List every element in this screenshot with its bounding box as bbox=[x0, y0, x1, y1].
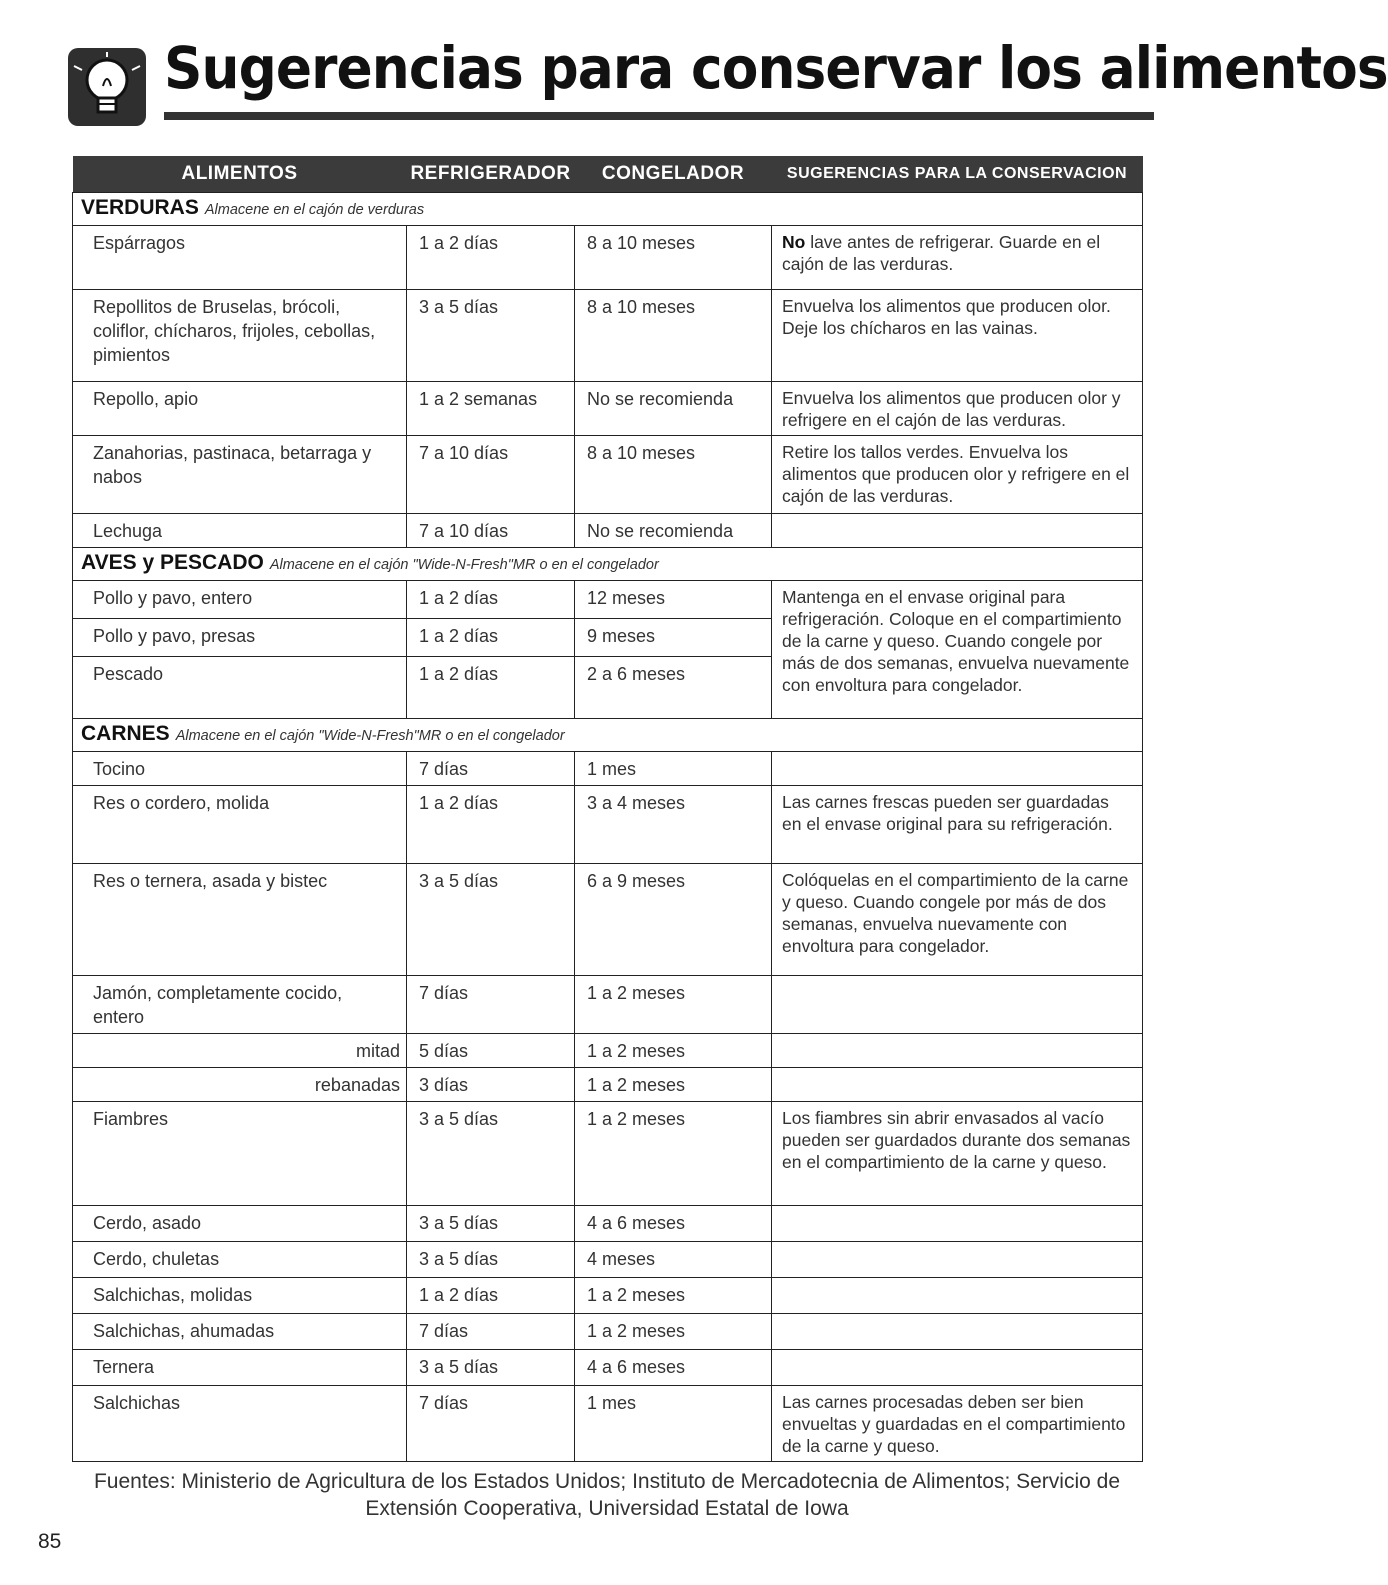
tip-cell: Envuelva los alimentos que producen olor y refrigere en el cajón de las verduras. bbox=[772, 382, 1143, 436]
fridge-cell: 7 días bbox=[407, 976, 575, 1034]
freezer-cell: 4 a 6 meses bbox=[575, 1350, 772, 1386]
fridge-cell: 3 a 5 días bbox=[407, 1242, 575, 1278]
fridge-cell: 1 a 2 semanas bbox=[407, 382, 575, 436]
table-row bbox=[73, 1206, 1143, 1242]
title-underline bbox=[164, 112, 1154, 120]
section-row-carnes bbox=[73, 719, 1143, 752]
section-title: CARNES bbox=[81, 722, 170, 745]
tip-cell bbox=[772, 1350, 1143, 1386]
food-cell: Salchichas bbox=[73, 1386, 407, 1462]
sources-footnote: Fuentes: Ministerio de Agricultura de los Estados Unidos; Instituto de Mercadotecnia de Alimentos; Servicio de Extensión Cooperativa, Universidad Estatal de Iowa bbox=[93, 1470, 1121, 1520]
tip-emphasis: No bbox=[782, 232, 806, 252]
food-cell: Pollo y pavo, entero bbox=[73, 581, 407, 619]
fridge-cell: 5 días bbox=[407, 1034, 575, 1068]
tip-cell bbox=[772, 1314, 1143, 1350]
tip-cell bbox=[772, 1206, 1143, 1242]
page-title: Sugerencias para conservar los alimentos bbox=[164, 34, 1388, 102]
fridge-cell: 3 a 5 días bbox=[407, 1206, 575, 1242]
food-cell: Res o ternera, asada y bistec bbox=[73, 864, 407, 976]
table-row bbox=[73, 976, 1143, 1034]
section-note: Almacene en el cajón "Wide-N-Fresh"MR o en el congelador bbox=[175, 728, 565, 744]
freezer-cell: 1 a 2 meses bbox=[575, 1278, 772, 1314]
section-row-aves bbox=[73, 548, 1143, 581]
header-foods: ALIMENTOS bbox=[73, 156, 407, 193]
food-cell: Salchichas, molidas bbox=[73, 1278, 407, 1314]
freezer-cell: 8 a 10 meses bbox=[575, 226, 772, 290]
table-row bbox=[73, 382, 1143, 436]
section-title: AVES y PESCADO bbox=[81, 551, 264, 574]
section-note: Almacene en el cajón de verduras bbox=[204, 202, 425, 218]
tip-cell: Las carnes frescas pueden ser guardadas en el envase original para su refrigeración. bbox=[772, 786, 1143, 864]
fridge-cell: 7 a 10 días bbox=[407, 514, 575, 548]
freezer-cell: 12 meses bbox=[575, 581, 772, 619]
lightbulb-icon bbox=[66, 46, 148, 128]
fridge-cell: 3 a 5 días bbox=[407, 864, 575, 976]
table-row bbox=[73, 1350, 1143, 1386]
fridge-cell: 7 días bbox=[407, 1314, 575, 1350]
tip-cell bbox=[772, 514, 1143, 548]
freezer-cell: 1 a 2 meses bbox=[575, 1102, 772, 1206]
header-tips: SUGERENCIAS PARA LA CONSERVACION bbox=[772, 156, 1143, 193]
freezer-cell: 1 a 2 meses bbox=[575, 976, 772, 1034]
table-row bbox=[73, 436, 1143, 514]
table-header-row bbox=[73, 156, 1143, 193]
fridge-cell: 3 a 5 días bbox=[407, 1350, 575, 1386]
freezer-cell: 3 a 4 meses bbox=[575, 786, 772, 864]
tip-cell: Las carnes procesadas deben ser bien envueltas y guardadas en el compartimiento de la carne y queso. bbox=[772, 1386, 1143, 1462]
table-row bbox=[73, 290, 1143, 382]
tip-cell bbox=[772, 976, 1143, 1034]
table-row bbox=[73, 1102, 1143, 1206]
freezer-cell: 1 mes bbox=[575, 752, 772, 786]
fridge-cell: 1 a 2 días bbox=[407, 619, 575, 657]
tip-cell: Colóquelas en el compartimiento de la carne y queso. Cuando congele por más de dos semanas, envuelva nuevamente con envoltura para congelador. bbox=[772, 864, 1143, 976]
food-cell: Pescado bbox=[73, 657, 407, 719]
table-row bbox=[73, 864, 1143, 976]
freezer-cell: 1 mes bbox=[575, 1386, 772, 1462]
freezer-cell: 4 a 6 meses bbox=[575, 1206, 772, 1242]
fridge-cell: 3 a 5 días bbox=[407, 1102, 575, 1206]
freezer-cell: 1 a 2 meses bbox=[575, 1034, 772, 1068]
table-row bbox=[73, 1242, 1143, 1278]
fridge-cell: 1 a 2 días bbox=[407, 786, 575, 864]
food-cell: Res o cordero, molida bbox=[73, 786, 407, 864]
tip-cell bbox=[772, 1242, 1143, 1278]
freezer-cell: No se recomienda bbox=[575, 514, 772, 548]
food-cell: Repollo, apio bbox=[73, 382, 407, 436]
freezer-cell: 4 meses bbox=[575, 1242, 772, 1278]
table-row bbox=[73, 786, 1143, 864]
fridge-cell: 7 días bbox=[407, 1386, 575, 1462]
tip-cell bbox=[772, 1068, 1143, 1102]
freezer-cell: 1 a 2 meses bbox=[575, 1068, 772, 1102]
freezer-cell: 8 a 10 meses bbox=[575, 290, 772, 382]
table-row bbox=[73, 581, 1143, 619]
food-cell: Cerdo, asado bbox=[73, 1206, 407, 1242]
food-cell: Fiambres bbox=[73, 1102, 407, 1206]
food-cell: Ternera bbox=[73, 1350, 407, 1386]
tip-cell: Los fiambres sin abrir envasados al vacío pueden ser guardados durante dos semanas en el compartimiento de la carne y queso. bbox=[772, 1102, 1143, 1206]
fridge-cell: 7 a 10 días bbox=[407, 436, 575, 514]
tip-cell: Retire los tallos verdes. Envuelva los alimentos que producen olor y refrigere en el cajón de las verduras. bbox=[772, 436, 1143, 514]
table-row bbox=[73, 752, 1143, 786]
freezer-cell: 9 meses bbox=[575, 619, 772, 657]
table-row bbox=[73, 1278, 1143, 1314]
page-number: 85 bbox=[38, 1530, 62, 1553]
tip-cell bbox=[772, 226, 1143, 290]
fridge-cell: 7 días bbox=[407, 752, 575, 786]
food-cell: Espárragos bbox=[73, 226, 407, 290]
freezer-cell: 2 a 6 meses bbox=[575, 657, 772, 719]
food-cell: Repollitos de Bruselas, brócoli, coliflor, chícharos, frijoles, cebollas, pimientos bbox=[73, 290, 407, 382]
tip-cell: Envuelva los alimentos que producen olor. Deje los chícharos en las vainas. bbox=[772, 290, 1143, 382]
header-fridge: REFRIGERADOR bbox=[407, 156, 575, 193]
food-cell: Cerdo, chuletas bbox=[73, 1242, 407, 1278]
food-cell: Salchichas, ahumadas bbox=[73, 1314, 407, 1350]
food-cell: Lechuga bbox=[73, 514, 407, 548]
tip-cell bbox=[772, 1278, 1143, 1314]
food-cell: Jamón, completamente cocido, entero bbox=[73, 976, 407, 1034]
tip-cell bbox=[772, 752, 1143, 786]
freezer-cell: No se recomienda bbox=[575, 382, 772, 436]
tip-text: lave antes de refrigerar. Guarde en el cajón de las verduras. bbox=[782, 232, 1101, 274]
table-row bbox=[73, 514, 1143, 548]
food-cell: Tocino bbox=[73, 752, 407, 786]
freezer-cell: 8 a 10 meses bbox=[575, 436, 772, 514]
food-storage-table bbox=[72, 156, 1143, 1462]
section-row-verduras bbox=[73, 193, 1143, 226]
table-row bbox=[73, 1386, 1143, 1462]
fridge-cell: 1 a 2 días bbox=[407, 657, 575, 719]
header-freezer: CONGELADOR bbox=[575, 156, 772, 193]
table-row bbox=[73, 226, 1143, 290]
page-header bbox=[66, 34, 1388, 126]
fridge-cell: 1 a 2 días bbox=[407, 581, 575, 619]
food-cell: mitad bbox=[73, 1034, 407, 1068]
section-title: VERDURAS bbox=[81, 196, 199, 219]
fridge-cell: 3 días bbox=[407, 1068, 575, 1102]
fridge-cell: 1 a 2 días bbox=[407, 1278, 575, 1314]
table-row bbox=[73, 1068, 1143, 1102]
food-cell: Pollo y pavo, presas bbox=[73, 619, 407, 657]
food-cell: rebanadas bbox=[73, 1068, 407, 1102]
table-row bbox=[73, 1034, 1143, 1068]
tip-cell bbox=[772, 1034, 1143, 1068]
fridge-cell: 3 a 5 días bbox=[407, 290, 575, 382]
tip-cell: Mantenga en el envase original para refrigeración. Coloque en el compartimiento de la carne y queso. Cuando congele por más de dos semanas, envuelva nuevamente con envoltura para congelador. bbox=[772, 581, 1143, 719]
food-cell: Zanahorias, pastinaca, betarraga y nabos bbox=[73, 436, 407, 514]
section-note: Almacene en el cajón "Wide-N-Fresh"MR o en el congelador bbox=[269, 557, 659, 573]
freezer-cell: 1 a 2 meses bbox=[575, 1314, 772, 1350]
fridge-cell: 1 a 2 días bbox=[407, 226, 575, 290]
table-row bbox=[73, 1314, 1143, 1350]
freezer-cell: 6 a 9 meses bbox=[575, 864, 772, 976]
